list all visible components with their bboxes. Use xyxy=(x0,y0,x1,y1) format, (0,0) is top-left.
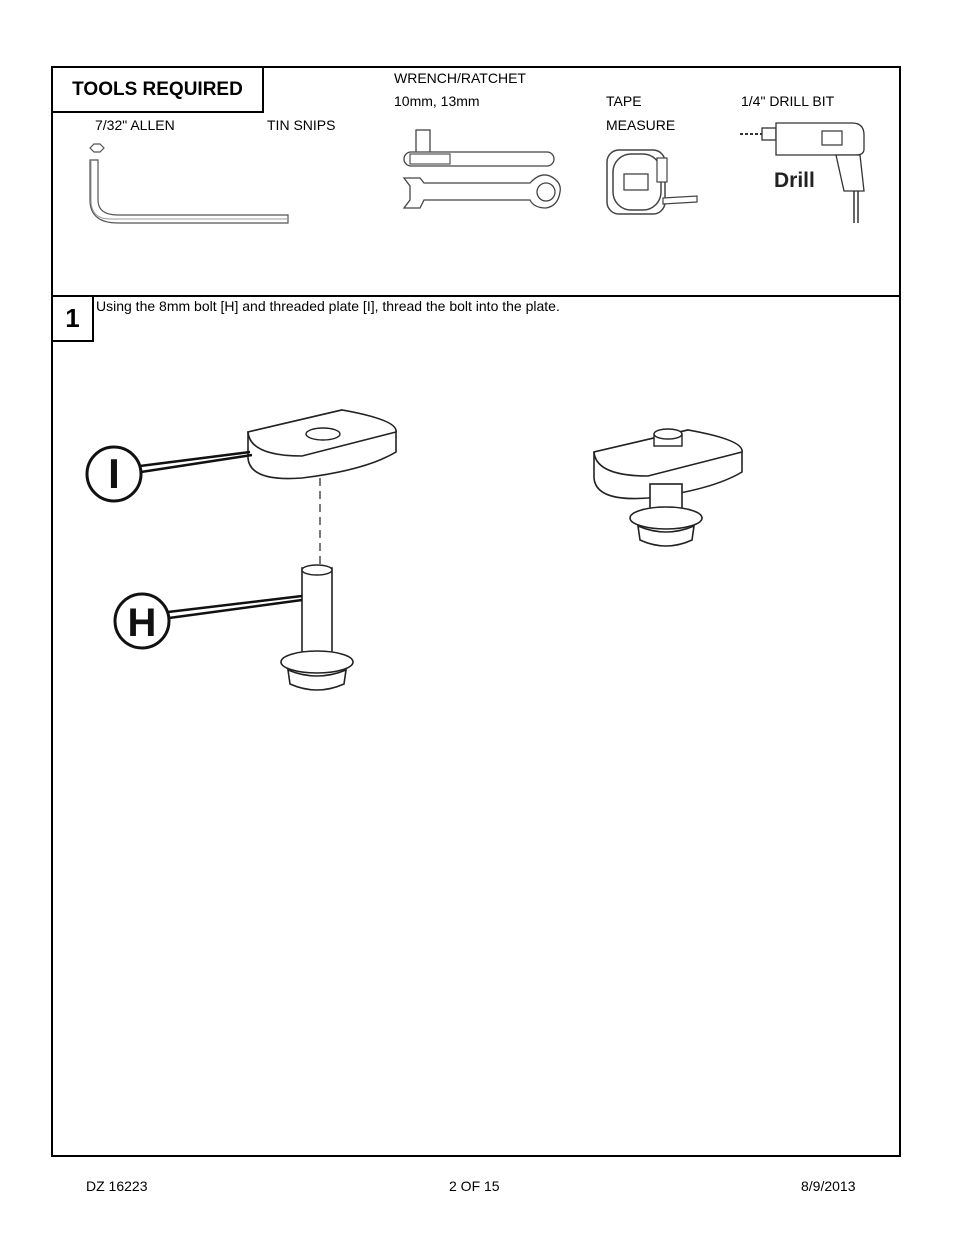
exploded-assembly-diagram xyxy=(80,400,410,700)
footer-page-number: 2 OF 15 xyxy=(449,1178,500,1194)
threaded-plate xyxy=(248,410,396,479)
drill-icon xyxy=(740,115,870,230)
wrench-ratchet-icon xyxy=(400,130,565,215)
step-number: 1 xyxy=(51,295,94,342)
tape-measure-icon xyxy=(605,148,700,218)
tool-label-tin-snips: TIN SNIPS xyxy=(267,117,336,133)
drill-label: Drill xyxy=(774,169,815,192)
assembled-diagram xyxy=(590,410,750,560)
tool-label-wrench-line2: 10mm, 13mm xyxy=(394,93,480,109)
tools-required-heading: TOOLS REQUIRED xyxy=(51,66,264,113)
allen-key-icon xyxy=(85,140,285,225)
tool-label-tape-line2: MEASURE xyxy=(606,117,676,133)
tool-label-tape-line1: TAPE xyxy=(606,93,642,109)
tool-label-drill: 1/4" DRILL BIT xyxy=(741,93,835,109)
bolt xyxy=(281,565,353,690)
callout-plate-label: I xyxy=(108,450,120,497)
section-divider xyxy=(51,295,901,297)
step-instruction: Using the 8mm bolt [H] and threaded plate [I], thread the bolt into the plate. xyxy=(96,298,560,314)
footer-doc-id: DZ 16223 xyxy=(86,1178,148,1194)
tool-label-allen: 7/32" ALLEN xyxy=(95,117,175,133)
tool-label-wrench-line1: WRENCH/RATCHET xyxy=(394,70,526,86)
footer-date: 8/9/2013 xyxy=(801,1178,856,1194)
callout-bolt-label: H xyxy=(127,601,157,645)
